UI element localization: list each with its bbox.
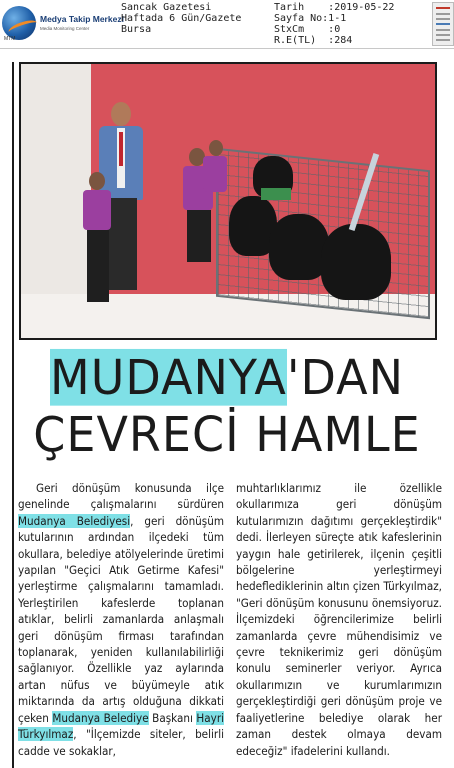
article-text: Geri dönüşüm konusunda ilçe genelinde çalışmalarını sürdüren [18, 481, 224, 512]
article-column-2 [236, 480, 442, 759]
article-text: , geri dönüşüm kutularının ardından ilçedeki tüm okullara, belediye atölyelerinde üretimi yapılan "Geçici Atık Getirme Kafesi" yerleştirme çalışmalarını tamamladı. Yerleştirilen kafeslerde toplanan atıklar, belirli zamanlarda anlaşmalı geri dönüşüm firması tarafından toplanarak, yeniden kullanılabilirliği sağlanıyor. Özellikle yaz aylarında artan nüfus ve büyümeyle atık miktarında da artış olduğuna dikkati çeken [18, 513, 224, 725]
entity-highlight: Mudanya Belediyesi [18, 513, 131, 528]
ad-value-line: R.E(TL) :284 [274, 35, 353, 46]
newspaper-name: Sancak Gazetesi [121, 2, 212, 13]
headline-suffix: 'DAN [286, 348, 404, 406]
logo-tagline: Media Monitoring Center [40, 26, 90, 31]
photo-wall-shade [21, 64, 91, 294]
green-box-icon [261, 188, 291, 200]
headline-highlight: MUDANYA [50, 348, 287, 406]
newspaper-info [121, 2, 241, 35]
headline-line-1 [0, 350, 454, 405]
logo-abbr: MTM [4, 36, 16, 42]
publication-city: Bursa [121, 24, 152, 35]
article-text: Başkanı [148, 710, 197, 725]
page-line: Sayfa No:1-1 [274, 13, 347, 24]
media-monitoring-logo [2, 4, 124, 44]
trash-bag-icon [269, 214, 329, 280]
news-photo [19, 62, 437, 340]
date-line: Tarih :2019-05-22 [274, 2, 395, 13]
entity-highlight: Mudanya Belediye [52, 710, 149, 725]
article-text: , "İlçemizde siteler, belirli cadde ve sokaklar, [18, 727, 224, 758]
logo-name: Medya Takip Merkezi [40, 14, 124, 24]
article-paragraph [18, 480, 224, 759]
article-column-1 [18, 480, 224, 759]
clipping-header [0, 0, 454, 49]
stxcm-line: StxCm :0 [274, 24, 341, 35]
clipping-meta [274, 2, 394, 46]
publication-frequency: Haftada 6 Gün/Gazete [121, 13, 242, 24]
headline-line-2: ÇEVRECİ HAMLE [33, 405, 421, 463]
trash-bag-icon [321, 224, 391, 300]
article-paragraph: muhtarlıklarımız ile özellikle okullarımıza geri dönüşüm kutularımızın dağıtımı gerçekleştirdik" dedi. İlerleyen süreçte atık kafeslerinin yaygın hale getirilerek, ilçenin çeşitli bölgelerine yerleştirmeyi hedeflediklerinin altın çizen Türkyılmaz, "Geri dönüşüm konusunu önemsiyoruz. İlçemizdeki öğrencilerimize belirli zamanlarda çevre mühendisimiz ve çevre teknikerimiz geri dönüşüm konulu seminerler veriyor. Ayrıca okullarımızın ve kurumlarımızın gerçekleştirdiği geri dönüşüm proje ve faaliyetlerine belediye olarak her zaman destek olmaya devam edeceğiz" ifadelerini kullandı. [236, 481, 442, 758]
entity-highlight: Hayri Türkyılmaz [18, 710, 224, 742]
page-thumbnail[interactable] [432, 2, 454, 46]
